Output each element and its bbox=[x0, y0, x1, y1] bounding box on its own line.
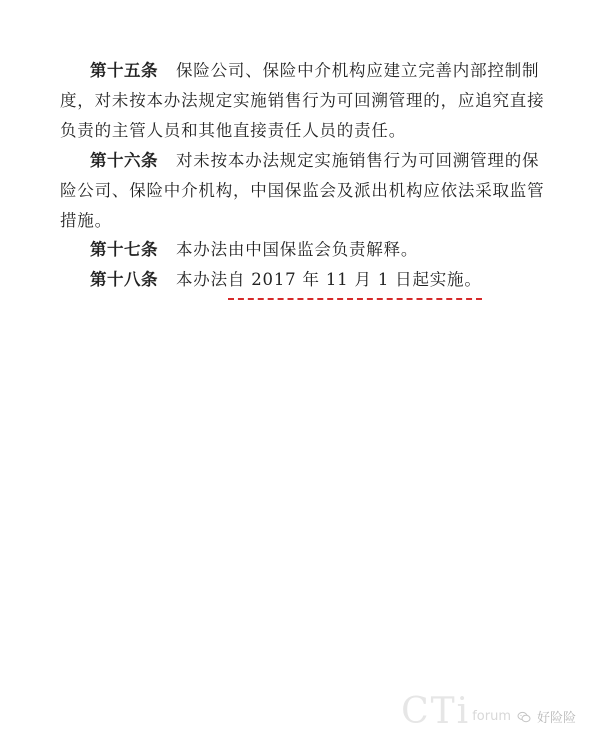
article-17-line-1 bbox=[60, 235, 552, 265]
article-15-line-2: 度，对未按本办法规定实施销售行为可回溯管理的，应追究直接 bbox=[60, 91, 545, 110]
article-16-text-1: 对未按本办法规定实施销售行为可回溯管理的保 bbox=[176, 151, 540, 170]
article-15-text-1: 保险公司、保险中介机构应建立完善内部控制制 bbox=[176, 61, 540, 80]
article-16-line-2: 险公司、保险中介机构，中国保监会及派出机构应依法采取监管 bbox=[60, 181, 545, 200]
article-15-line-1 bbox=[60, 56, 552, 86]
article-15 bbox=[60, 56, 552, 146]
watermark bbox=[401, 691, 576, 732]
article-16-line-3: 措施。 bbox=[60, 211, 112, 230]
article-18-line-1 bbox=[60, 265, 552, 295]
wechat-icon bbox=[517, 710, 531, 724]
article-18 bbox=[60, 265, 552, 295]
article-17 bbox=[60, 235, 552, 265]
article-17-label: 第十七条 bbox=[90, 240, 158, 259]
article-16-line-1 bbox=[60, 146, 552, 176]
article-18-label: 第十八条 bbox=[90, 270, 158, 289]
article-15-line-3: 负责的主管人员和其他直接责任人员的责任。 bbox=[60, 121, 406, 140]
article-17-text-1: 本办法由中国保监会负责解释。 bbox=[176, 240, 419, 259]
watermark-subtext: forum bbox=[472, 709, 511, 724]
watermark-logo: CTi bbox=[401, 691, 471, 732]
article-18-prefix: 本办法 bbox=[176, 270, 228, 289]
article-16-label: 第十六条 bbox=[90, 151, 158, 170]
effective-date-highlight: 自 2017 年 11 月 1 日起实施。 bbox=[228, 265, 482, 295]
article-16 bbox=[60, 146, 552, 236]
watermark-brand: 好险险 bbox=[536, 711, 576, 726]
article-15-label: 第十五条 bbox=[90, 61, 158, 80]
